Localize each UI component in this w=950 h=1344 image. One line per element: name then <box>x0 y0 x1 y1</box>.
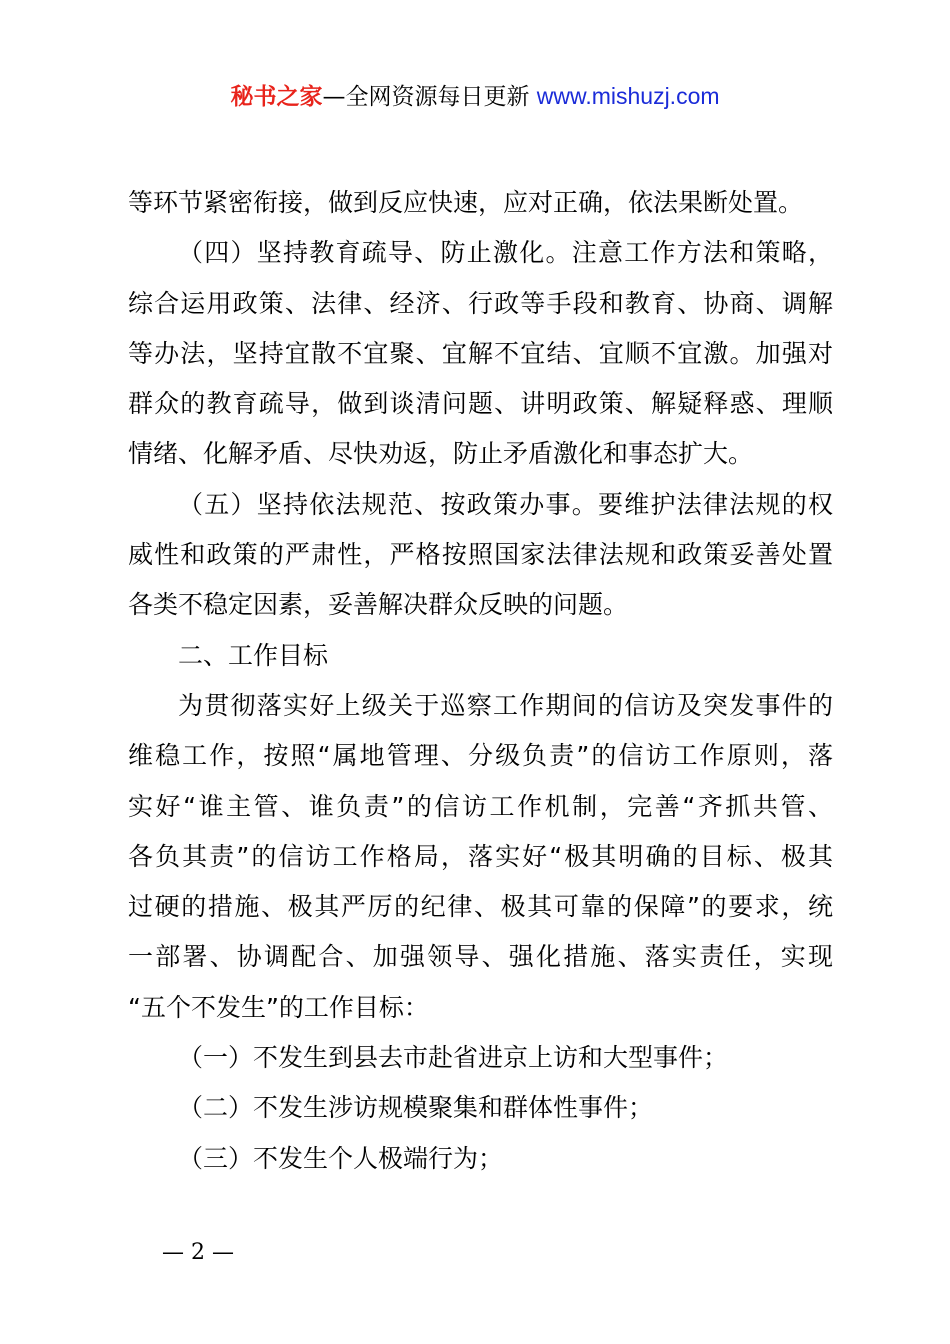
page-number: — 2 — <box>162 1240 234 1265</box>
paragraph-line: 综合运用政策、法律、经济、行政等手段和教育、协商、调解 <box>128 288 833 318</box>
list-item: （二）不发生涉访规模聚集和群体性事件； <box>178 1093 654 1123</box>
paragraph-line: （四）坚持教育疏导、防止激化。注意工作方法和策略， <box>178 238 833 268</box>
list-item: （三）不发生个人极端行为； <box>178 1143 504 1173</box>
section-heading: 二、工作目标 <box>178 640 329 670</box>
paragraph-line: “五个不发生”的工作目标： <box>128 992 429 1022</box>
paragraph-line: 为贯彻落实好上级关于巡察工作期间的信访及突发事件的 <box>178 690 833 720</box>
paragraph-line: 过硬的措施、极其严厉的纪律、极其可靠的保障”的要求，统 <box>128 892 833 922</box>
brand-name: 秘书之家 <box>230 84 323 110</box>
site-banner <box>0 80 950 113</box>
paragraph-line: 实好“谁主管、谁负责”的信访工作机制，完善“齐抓共管、 <box>128 791 833 821</box>
banner-tagline: —全网资源每日更新 <box>322 84 530 110</box>
paragraph-line: 维稳工作，按照“属地管理、分级负责”的信访工作原则，落 <box>128 741 833 771</box>
list-item: （一）不发生到县去市赴省进京上访和大型事件； <box>178 1043 729 1073</box>
paragraph-line: 各负其责”的信访工作格局，落实好“极其明确的目标、极其 <box>128 841 833 871</box>
paragraph-line: 群众的教育疏导，做到谈清问题、讲明政策、解疑释惑、理顺 <box>128 389 833 419</box>
paragraph-line: 等环节紧密衔接，做到反应快速，应对正确，依法果断处置。 <box>128 188 804 217</box>
paragraph-line: 威性和政策的严肃性，严格按照国家法律法规和政策妥善处置 <box>128 540 833 570</box>
site-url-link[interactable]: www.mishuzj.com <box>536 83 720 109</box>
paragraph-line: 情绪、化解矛盾、尽快劝返，防止矛盾激化和事态扩大。 <box>128 439 754 469</box>
paragraph-line: 等办法，坚持宜散不宜聚、宜解不宜结、宜顺不宜激。加强对 <box>128 338 833 368</box>
paragraph-line: 一部署、协调配合、加强领导、强化措施、落实责任，实现 <box>128 942 833 972</box>
document-body <box>128 178 833 1184</box>
paragraph-line: （五）坚持依法规范、按政策办事。要维护法律法规的权 <box>178 489 833 519</box>
paragraph-line: 各类不稳定因素，妥善解决群众反映的问题。 <box>128 590 629 620</box>
